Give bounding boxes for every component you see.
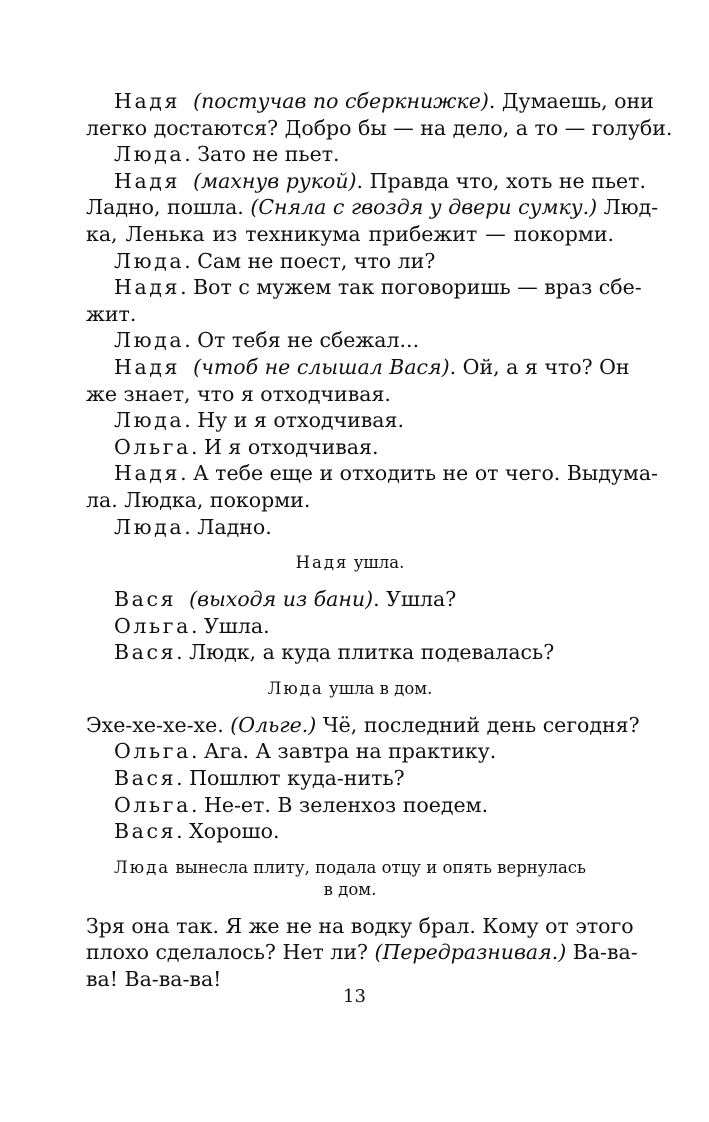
dialogue-line xyxy=(86,354,630,381)
stage-direction: (махнув рукой) xyxy=(193,168,357,193)
dialogue-line xyxy=(86,115,673,142)
speaker-name: Люда xyxy=(114,248,185,273)
page-number: 13 xyxy=(343,986,366,1007)
speaker-name: Ольга xyxy=(114,613,191,638)
speaker-name: Ольга xyxy=(114,739,191,764)
stage-text: вынесла плиту, подала отцу и опять вернулась xyxy=(170,857,587,877)
dialogue-text: . Ну и я отходчивая. xyxy=(184,408,404,433)
dialogue-text: . Ушла? xyxy=(373,587,457,612)
dialogue-line xyxy=(86,327,614,354)
dialogue-line xyxy=(86,639,614,666)
stage-direction-block xyxy=(86,678,614,700)
speaker-name: Ольга xyxy=(114,434,191,459)
dialogue-text: . Пошлют куда-нить? xyxy=(176,766,405,791)
dialogue-line xyxy=(86,818,614,845)
dialogue-line xyxy=(86,434,614,461)
dialogue-text: . И я отходчивая. xyxy=(190,434,379,459)
speaker-name: Вася xyxy=(114,587,177,612)
speaker-name: Надя xyxy=(295,553,349,573)
stage-text: ушла. xyxy=(348,553,405,573)
dialogue-text: . Зато не пьет. xyxy=(184,142,340,167)
dialogue-text: ка, Ленька из техникума прибежит — покорми. xyxy=(86,221,614,246)
dialogue-line xyxy=(86,939,638,966)
dialogue-line xyxy=(86,712,640,739)
dialogue-text: ла. Людка, покорми. xyxy=(86,487,311,512)
dialogue-text: . Не-ет. В зеленхоз поедем. xyxy=(190,792,489,817)
speaker-name: Надя xyxy=(114,168,181,193)
dialogue-text: . Ушла. xyxy=(190,613,270,638)
dialogue-text: Ладно, пошла. xyxy=(86,195,251,220)
stage-direction-block xyxy=(86,552,614,574)
speaker-name: Вася xyxy=(114,640,177,665)
dialogue-line xyxy=(86,88,654,115)
stage-text: ушла в дом. xyxy=(323,678,433,698)
stage-direction: (постучав по сберкнижке) xyxy=(193,89,489,113)
dialogue-line xyxy=(86,168,647,195)
dialogue-line xyxy=(86,792,614,819)
dialogue-text: плохо сделалось? Нет ли? xyxy=(86,940,375,965)
dialogue-text: же знает, что я отходчивая. xyxy=(86,381,391,406)
stage-direction: (чтоб не слышал Вася) xyxy=(193,354,450,379)
dialogue-line xyxy=(86,586,614,613)
dialogue-text: . Хорошо. xyxy=(176,819,280,844)
dialogue-text: Зря она так. Я же не на водку брал. Кому от этого xyxy=(86,913,634,938)
speaker-name: Ольга xyxy=(114,792,191,817)
dialogue-text: . Думаешь, они xyxy=(488,89,654,113)
dialogue-line xyxy=(86,738,614,765)
stage-direction-block xyxy=(86,857,614,879)
stage-direction: (Сняла с гвоздя у двери сумку.) xyxy=(250,195,598,220)
dialogue-line xyxy=(86,487,614,514)
dialogue-text: . Ладно. xyxy=(184,514,272,539)
speaker-name: Вася xyxy=(114,819,177,844)
speaker-name: Люда xyxy=(114,142,185,167)
dialogue-text: Чё, последний день сегодня? xyxy=(316,712,640,737)
stage-text: в дом. xyxy=(323,879,377,899)
speaker-name: Люда xyxy=(113,857,171,877)
dialogue-text: легко достаются? Добро бы — на дело, а то — голуби. xyxy=(86,115,673,140)
speaker-name: Надя xyxy=(114,461,181,486)
dialogue-text: . От тебя не сбежал... xyxy=(184,328,420,353)
dialogue-line xyxy=(86,460,658,487)
speaker-name: Люда xyxy=(114,328,185,353)
dialogue-text: . Сам не поест, что ли? xyxy=(184,248,436,273)
speaker-name: Надя xyxy=(114,354,181,379)
dialogue-line xyxy=(86,381,614,408)
stage-direction: (Передразнивая.) xyxy=(374,940,567,965)
dialogue-line xyxy=(86,765,614,792)
dialogue-text: ва! Ва-ва-ва! xyxy=(86,967,222,992)
dialogue-text: . Ага. А завтра на практику. xyxy=(190,739,497,764)
speaker-name: Вася xyxy=(114,766,177,791)
dialogue-text: Ва-ва- xyxy=(566,940,638,965)
speaker-name: Надя xyxy=(114,275,181,300)
speaker-name: Люда xyxy=(267,678,324,698)
stage-direction: (Ольге.) xyxy=(230,712,317,737)
dialogue-text: Эхе-хе-хе-хе. xyxy=(86,712,231,737)
dialogue-line xyxy=(86,141,614,168)
dialogue-line xyxy=(86,407,614,434)
speaker-name: Люда xyxy=(114,408,185,433)
dialogue-line xyxy=(86,274,642,301)
dialogue-text: Люд- xyxy=(597,195,659,220)
dialogue-line xyxy=(86,613,614,640)
dialogue-line xyxy=(86,301,614,328)
dialogue-text: . Вот с мужем так поговоришь — враз сбе- xyxy=(180,275,642,300)
dialogue-line xyxy=(86,194,659,221)
dialogue-text: . Людк, а куда плитка подевалась? xyxy=(176,640,555,665)
dialogue-text: . Правда что, хоть не пьет. xyxy=(356,168,647,193)
speaker-name: Надя xyxy=(114,89,181,113)
dialogue-line xyxy=(86,221,614,248)
stage-direction-block xyxy=(86,879,614,901)
dialogue-text: . А тебе еще и отходить не от чего. Выдума- xyxy=(180,461,658,486)
dialogue-text: жит. xyxy=(86,301,137,326)
dialogue-line xyxy=(86,248,614,275)
dialogue-line xyxy=(86,913,634,940)
dialogue-line xyxy=(86,514,614,541)
dialogue-text: . Ой, а я что? Он xyxy=(449,354,630,379)
speaker-name: Люда xyxy=(114,514,185,539)
stage-direction: (выходя из бани) xyxy=(189,587,374,612)
play-text xyxy=(86,88,673,993)
